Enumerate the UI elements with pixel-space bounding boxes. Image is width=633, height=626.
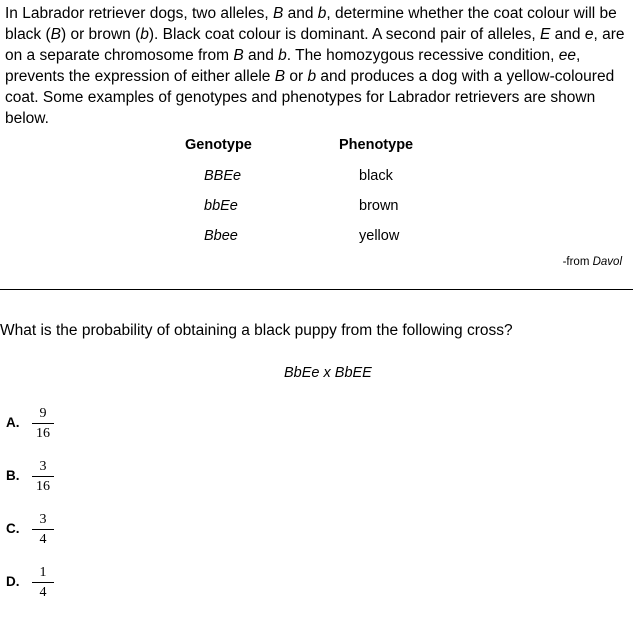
intro-text: , are on a separate chromosome from bbox=[5, 26, 625, 64]
phenotype-cell: black bbox=[359, 168, 393, 184]
allele-b: b bbox=[140, 26, 149, 43]
fraction-denominator: 16 bbox=[36, 426, 50, 441]
answer-option-a[interactable] bbox=[6, 406, 86, 446]
fraction-bar bbox=[32, 582, 54, 583]
intro-paragraph bbox=[5, 3, 629, 129]
option-letter: D. bbox=[6, 574, 20, 589]
intro-text: and bbox=[550, 26, 585, 43]
fraction-bar bbox=[32, 529, 54, 530]
fraction-numerator: 1 bbox=[39, 565, 47, 580]
allele-B: B bbox=[272, 5, 284, 22]
fraction-numerator: 3 bbox=[39, 512, 47, 527]
fraction-bar bbox=[32, 476, 54, 477]
allele-b: b bbox=[307, 68, 317, 85]
allele-e: e bbox=[584, 26, 594, 43]
source-prefix: -from bbox=[562, 256, 593, 268]
option-fraction bbox=[32, 406, 54, 441]
intro-text: and produces a dog with a yellow-coloured coat. Some examples of genotypes and phenotypes for Labrador retrievers are shown below. bbox=[5, 68, 615, 127]
intro-text: ) or brown ( bbox=[61, 26, 141, 43]
genotype-ee: ee bbox=[558, 47, 576, 64]
answer-option-c[interactable] bbox=[6, 512, 86, 552]
phenotype-cell: brown bbox=[359, 198, 399, 214]
option-fraction bbox=[32, 512, 54, 547]
phenotype-header: Phenotype bbox=[339, 137, 414, 153]
intro-text: ). Black coat colour is dominant. A second pair of alleles, bbox=[148, 26, 541, 43]
option-fraction bbox=[32, 565, 54, 600]
genotype-header: Genotype bbox=[185, 137, 252, 153]
genotype-cell: Bbee bbox=[204, 228, 238, 244]
allele-B: B bbox=[233, 47, 244, 64]
intro-text: . The homozygous recessive condition, bbox=[286, 47, 559, 64]
allele-E: E bbox=[540, 26, 551, 43]
section-divider bbox=[0, 289, 633, 290]
intro-text: , prevents the expression of either allele bbox=[5, 47, 581, 85]
genotype-cell: BBEe bbox=[204, 168, 242, 184]
phenotype-cell: yellow bbox=[359, 228, 400, 244]
fraction-numerator: 3 bbox=[39, 459, 47, 474]
allele-B: B bbox=[274, 68, 286, 85]
genotype-cell: bbEe bbox=[204, 198, 238, 214]
fraction-denominator: 4 bbox=[39, 585, 47, 600]
intro-text: and bbox=[243, 47, 279, 64]
answer-option-d[interactable] bbox=[6, 565, 86, 605]
option-letter: A. bbox=[6, 415, 20, 430]
fraction-denominator: 4 bbox=[39, 532, 47, 547]
source-name: Davol bbox=[592, 256, 622, 268]
fraction-denominator: 16 bbox=[36, 479, 50, 494]
option-letter: C. bbox=[6, 521, 20, 536]
fraction-numerator: 9 bbox=[39, 406, 47, 421]
source-citation bbox=[563, 256, 622, 268]
allele-b: b bbox=[278, 47, 287, 64]
intro-text: , determine whether the coat colour will be black ( bbox=[5, 5, 617, 43]
cross-expression: BbEe x BbEE bbox=[284, 365, 372, 381]
fraction-bar bbox=[32, 423, 54, 424]
allele-B: B bbox=[50, 26, 61, 43]
answer-option-b[interactable] bbox=[6, 459, 86, 499]
intro-text: In Labrador retriever dogs, two alleles, bbox=[5, 5, 273, 22]
option-letter: B. bbox=[6, 468, 20, 483]
question-text: What is the probability of obtaining a black puppy from the following cross? bbox=[0, 322, 513, 339]
intro-text: or bbox=[285, 68, 308, 85]
allele-b: b bbox=[317, 5, 327, 22]
option-fraction bbox=[32, 459, 54, 494]
intro-text: and bbox=[283, 5, 318, 22]
